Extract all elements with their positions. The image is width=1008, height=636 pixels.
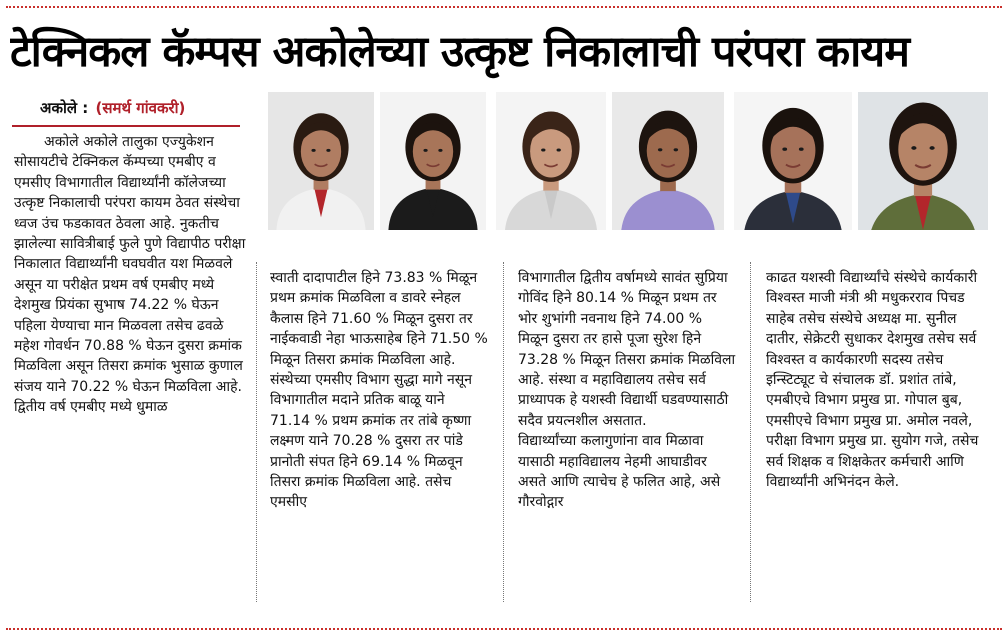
column-divider — [503, 262, 504, 602]
portrait-illustration — [612, 92, 724, 230]
portrait-illustration — [858, 92, 988, 230]
dateline-reporter: (समर्थ गांवकरी) — [95, 99, 186, 117]
left-eye — [782, 148, 787, 151]
portrait-illustration — [734, 92, 852, 230]
article-paragraph: विभागातील द्वितीय वर्षामध्ये सावंत सुप्रिया गोविंद हिने 80.14 % मिळून प्रथम तर भोर शुभांगी नवनाथ हिने 74.00 % मिळून दुसरा तर हासे पूजा सुरेश हिने 73.28 % मिळून तिसरा क्रमांक मिळविला आहे. संस्था व महाविद्यालय तसेच सर्व प्राध्यापक हे यशस्वी विद्यार्थी घडवण्यासाठी सदैव प्रयत्नशील असतात. — [518, 270, 736, 429]
dateline-place: अकोले : — [40, 99, 89, 117]
left-eye — [911, 146, 916, 150]
right-eye — [674, 148, 678, 151]
left-eye — [423, 149, 427, 152]
article-column-3 — [518, 268, 736, 513]
dateline-rule — [12, 125, 240, 127]
right-eye — [930, 146, 935, 150]
right-eye — [557, 148, 561, 151]
article-paragraph: काढत यशस्वी विद्यार्थ्यांचे संस्थेचे कार्यकारी विश्वस्त माजी मंत्री श्री मधुकरराव पिचड साहेब तसेच संस्थेचे अध्यक्ष मा. सुनील दातीर, सेक्रेटरी सुधाकर देशमुख तसेच सर्व विश्वस्त व कार्यकारणी सदस्य तसेच इन्स्टिट्यूट चे संचालक डॉ. प्रशांत तांबे, एमबीएचे विभाग प्रमुख प्रा. गोपाल बुब, एमसीएचे विभाग प्रमुख प्रा. अमोल नवले, परीक्षा विभाग प्रमुख प्रा. सुयोग गजे, तसेच सर्व शिक्षक व शिक्षकेतर कर्मचारी आणि विद्यार्थ्यांनी अभिनंदन केले. — [766, 270, 979, 491]
top-border — [6, 6, 1002, 8]
portrait-illustration — [496, 92, 606, 230]
student-photo-2 — [380, 92, 486, 230]
left-eye — [541, 148, 545, 151]
right-eye — [438, 149, 442, 152]
portrait-illustration — [268, 92, 374, 230]
article-paragraph: स्वाती दादापाटील हिने 73.83 % मिळून प्रथम क्रमांक मिळविला व डावरे स्नेहल कैलास हिने 71.60 % मिळून दुसरा तर नाईकवाडी नेहा भाऊसाहेब हिने 71.50 % मिळून तिसरा क्रमांक मिळविला आहे. संस्थेच्या एमसीए विभाग सुद्धा मागे नसून विभागातील मदाने प्रतिक बाळू याने 71.14 % प्रथम क्रमांक तर तांबे कृष्णा लक्ष्मण याने 70.28 % दुसरा तर पांडे प्रानोती संपत हिने 69.14 % मिळवून तिसरा क्रमांक मिळविला आहे. तसेच एमसीए — [270, 270, 488, 511]
right-eye — [799, 148, 804, 151]
article-paragraph: विद्यार्थ्यांच्या कलागुणांना वाव मिळावा यासाठी महाविद्यालय नेहमी आघाडीवर असते आणि त्याचेच हे फलित आहे, असे गौरवोद्गार — [518, 433, 721, 511]
column-divider — [256, 262, 257, 602]
left-eye — [658, 148, 662, 151]
dateline — [40, 98, 240, 118]
portrait-illustration — [380, 92, 486, 230]
article-column-2 — [270, 268, 488, 513]
right-eye — [326, 149, 330, 152]
headline: टेक्निकल कॅम्पस अकोलेच्या उत्कृष्ट निकालाची परंपरा कायम — [10, 27, 909, 77]
article-column-4 — [766, 268, 986, 492]
article-paragraph: अकोले अकोले तालुका एज्युकेशन सोसायटीचे टेक्निकल कॅम्पच्या एमबीए व एमसीए विभागातील विद्यार्थ्यांनी कॉलेजच्या उत्कृष्ट निकालाची परंपरा कायम ठेवत संस्थेचा ध्वज उंच फडकावत ठेवला आहे. नुकतीच झालेल्या सावित्रीबाई फुले पुणे विद्यापीठ परीक्षा निकालात विद्यार्थ्यांनी घवघवीत यश मिळवले असून या परीक्षेत प्रथम वर्ष एमबीए मध्ये देशमुख प्रियंका सुभाष 74.22 % घेऊन पहिला येण्याचा मान मिळवला तसेच ढवळे महेश गोवर्धन 70.88 % घेऊन दुसरा क्रमांक मिळविला असून तिसरा क्रमांक भुसाळ कुणाल संजय याने 70.22 % घेऊन मिळविला आहे. द्वितीय वर्ष एमबीए मध्ये धुमाळ — [14, 134, 246, 416]
student-photo-1 — [268, 92, 374, 230]
student-photo-6 — [858, 92, 988, 230]
bottom-border — [6, 628, 1002, 630]
student-photo-4 — [612, 92, 724, 230]
article-column-1 — [14, 132, 246, 612]
student-photo-5 — [734, 92, 852, 230]
left-eye — [311, 149, 315, 152]
student-photo-3 — [496, 92, 606, 230]
column-divider — [750, 262, 751, 602]
